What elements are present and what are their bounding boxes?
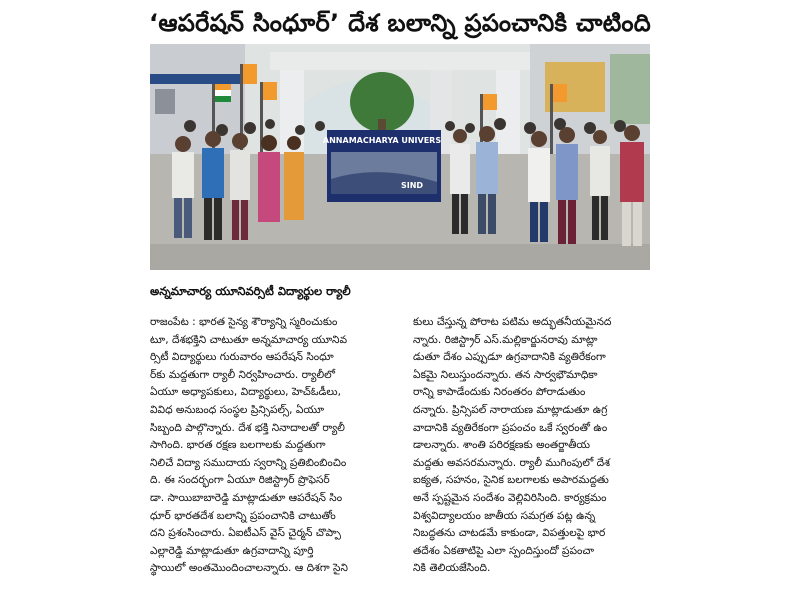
- rally-photo-illustration: [150, 44, 650, 270]
- article-line: రాన్ని కాపాడేందుకు నిరంతరం పోరాడుతుం: [413, 386, 586, 399]
- article-line: ర్సిటీ విద్యార్థులు గురువారం ఆపరేషన్ సింధూ: [150, 351, 334, 364]
- article-column-right: [413, 314, 655, 596]
- article-line: డా. సాయిబాబారెడ్డి మాట్లాడుతూ ఆపరేషన్ సిం: [150, 491, 343, 504]
- article-line: ఎల్లారెడ్డి మాట్లాడుతూ ఉగ్రవాదాన్ని పూర్తి: [150, 544, 314, 557]
- article-line: విశ్వవిద్యాలయం జాతీయ సమగ్రత పట్ల ఉన్న: [413, 509, 596, 522]
- article-line: ఏకమై నిలుస్తుందన్నారు. తన సార్వభౌమాధికా: [413, 368, 598, 381]
- article-line: స్థాయిలో అంతమొందించాలన్నారు. ఆ దిశగా సైని: [150, 562, 348, 575]
- article-line: వివిధ అనుబంధ సంస్థల ప్రిన్సిపల్స్, ఏయూ: [150, 403, 325, 416]
- banner-title: ANNAMACHARYA UNIVERS: [322, 136, 442, 145]
- photo-caption: అన్నమాచార్య యూనివర్సిటీ విద్యార్థుల ర్యాలీ: [150, 284, 351, 298]
- article-line: మద్దతు అవసరమన్నారు. ర్యాలీ ముగింపులో దేశ: [413, 456, 610, 469]
- article-line: కులు చేస్తున్న పోరాట పటిమ అద్భుతనీయమైనద: [413, 316, 612, 328]
- headline: ‘ఆపరేషన్ సింధూర్’ దేశ బలాన్ని ప్రపంచానికి చాటింది: [148, 9, 652, 37]
- article-line: తదేశం ఏకతాటిపై ఎలా స్పందిస్తుందో ప్రపంచా: [413, 544, 595, 557]
- article-line: దన్నారు. ప్రిన్సిపల్ నారాయణ మాట్లాడుతూ ఉగ్ర: [413, 403, 608, 416]
- article-line: నిలిచే విద్యా సముదాయ స్వరాన్ని ప్రతిబింబించిం: [150, 456, 347, 469]
- banner-subtitle: SIND: [400, 181, 424, 190]
- article-line: టూ, దేశభక్తిని చాటుతూ అన్నమాచార్య యూనివ: [150, 333, 347, 346]
- article-line: సిబ్బంది పాల్గొన్నారు. దేశ భక్తి నినాదాలతో ర్యాలీ: [150, 421, 345, 434]
- article-line: డుతూ దేశం ఎప్పుడూ ఉగ్రవాదానికి వ్యతిరేకంగా: [413, 351, 606, 364]
- article-line: ధూర్ భారతదేశ బలాన్ని ప్రపంచానికి చాటుతోం: [150, 509, 336, 522]
- article-line: నిబద్ధతను చాటడమే కాకుండా, విపత్తులపై భార: [413, 527, 606, 540]
- article-line: ఏయూ అధ్యాపకులు, విద్యార్థులు, హెచ్‌ఓడీలు,: [150, 386, 341, 399]
- article-line: డాలన్నారు. శాంతి పరిరక్షణకు అంతర్జాతీయ: [413, 439, 590, 452]
- article-line: ఐక్యత, సహనం, సైనిక బలగాలకు అపారమద్దతు: [413, 474, 609, 487]
- article-line: నికి తెలియజేసింది.: [413, 562, 491, 575]
- article-line: న్నారు. రిజిస్ట్రార్ ఎస్.మల్లికార్జునరావు మాట్లా: [413, 333, 598, 346]
- article-line: దని ప్రశంసించారు. ఏఐటీఎస్ వైస్ చైర్మన్ చొప్పా: [150, 527, 341, 540]
- article-line: అనే స్పష్టమైన సందేశం వెల్లివిరిసింది. కార్యక్రమం: [413, 491, 607, 504]
- article-line: ర్‌కు మద్దతుగా ర్యాలీ నిర్వహించారు. ర్యాలీలో: [150, 368, 336, 381]
- rally-photo: [150, 44, 650, 270]
- article-line: వాదానికి వ్యతిరేకంగా ప్రపంచం ఒకే స్వరంతో ఉం: [413, 421, 608, 434]
- article-line: సాగింది. భారత రక్షణ బలగాలకు మద్దతుగా: [150, 439, 326, 452]
- article-line: ది. ఈ సందర్భంగా ఏయూ రిజిస్ట్రార్ ప్రొఫెసర్: [150, 474, 330, 487]
- article-column-left: [150, 314, 400, 596]
- article-line: రాజంపేట : భారత సైన్య శౌర్యాన్ని స్మరించుకుం: [150, 316, 338, 328]
